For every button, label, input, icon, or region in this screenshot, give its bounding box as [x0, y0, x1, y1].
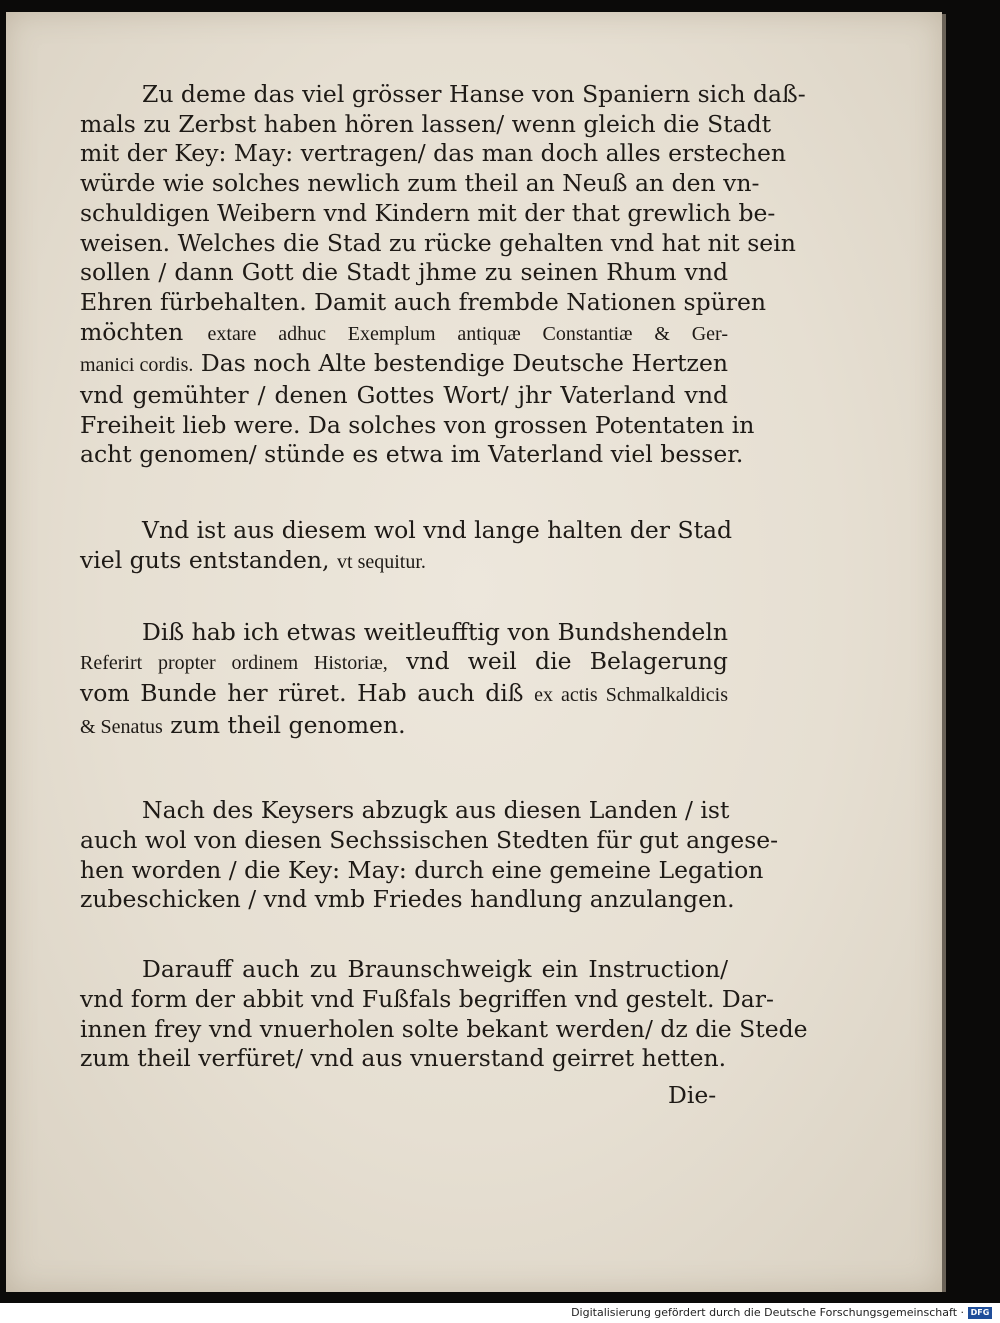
paragraph-3: [80, 618, 728, 743]
text-line: Nach des Keysers abzugk aus diesen Landen / ist: [142, 796, 730, 825]
german-text: Das noch Alte bestendige Deutsche Hertzen: [200, 349, 728, 378]
text-line: würde wie solches newlich zum theil an Neuß an den vn-: [80, 169, 760, 198]
latin-text: vt sequitur.: [337, 550, 426, 573]
latin-text: ex actis Schmalkaldicis: [534, 683, 728, 706]
text-line: [80, 647, 728, 679]
latin-text: & Senatus: [80, 715, 163, 738]
text-line: mals zu Zerbst haben hören lassen/ wenn gleich die Stadt: [80, 109, 772, 138]
text-line: Diß hab ich etwas weitleufftig von Bundshendeln: [142, 617, 728, 646]
german-text: vnd weil die Belagerung: [406, 647, 728, 676]
text-line: [80, 349, 728, 381]
text-line: [80, 679, 728, 711]
latin-text: manici cordis.: [80, 354, 194, 377]
text-line: Vnd ist aus diesem wol vnd lange halten der Stad: [142, 516, 733, 545]
text-line: innen frey vnd vnuerholen solte bekant werden/ dz die Stede: [80, 1014, 808, 1043]
page-text: [80, 80, 808, 1074]
latin-text: extare adhuc Exemplum antiquæ Constantiæ & Ger-: [207, 322, 728, 345]
text-line: mit der Key: May: vertragen/ das man doch alles erstechen: [80, 139, 786, 168]
text-line: zubeschicken / vnd vmb Friedes handlung anzulangen.: [80, 885, 735, 914]
german-text: möchten: [80, 317, 184, 346]
paragraph-2: [80, 516, 733, 577]
paragraph-4: [80, 796, 779, 915]
latin-text: Referirt propter ordinem Historiæ,: [80, 652, 388, 675]
text-line: Ehren fürbehalten. Damit auch frembde Nationen spüren: [80, 287, 767, 316]
text-line: hen worden / die Key: May: durch eine gemeine Legation: [80, 855, 764, 884]
text-line: schuldigen Weibern vnd Kindern mit der that grewlich be-: [80, 198, 776, 227]
page-edge: [942, 14, 946, 1292]
text-line: weisen. Welches die Stad zu rücke gehalten vnd hat nit sein: [80, 228, 796, 257]
text-line: Darauff auch zu Braunschweigk ein Instruction/: [142, 955, 728, 984]
text-line: Zu deme das viel grösser Hanse von Spaniern sich daß-: [142, 80, 806, 108]
text-line: Freiheit lieb were. Da solches von grossen Potentaten in: [80, 410, 755, 439]
paragraph-5: [80, 955, 808, 1074]
text-line: vnd gemühter / denen Gottes Wort/ jhr Vaterland vnd: [80, 381, 728, 410]
catchword: Die-: [668, 1081, 717, 1109]
text-line: vnd form der abbit vnd Fußfals begriffen vnd gestelt. Dar-: [80, 984, 774, 1013]
text-line: [80, 711, 728, 743]
paragraph-1: [80, 80, 806, 470]
text-line: [80, 546, 728, 578]
text-line: acht genomen/ stünde es etwa im Vaterland viel besser.: [80, 440, 744, 469]
text-line: auch wol von diesen Sechssischen Stedten für gut angese-: [80, 826, 779, 855]
german-text: vom Bunde her rüret. Hab auch diß: [80, 678, 524, 707]
german-text: viel guts entstanden,: [80, 545, 330, 574]
text-line: [80, 318, 728, 350]
digitization-credit: Digitalisierung gefördert durch die Deutsche Forschungsgemeinschaft ·: [571, 1306, 964, 1319]
german-text: zum theil genomen.: [170, 710, 406, 739]
text-line: sollen / dann Gott die Stadt jhme zu seinen Rhum vnd: [80, 258, 728, 287]
dfg-logo: DFG: [968, 1307, 992, 1319]
text-line: zum theil verfüret/ vnd aus vnuerstand geirret hetten.: [80, 1044, 727, 1073]
